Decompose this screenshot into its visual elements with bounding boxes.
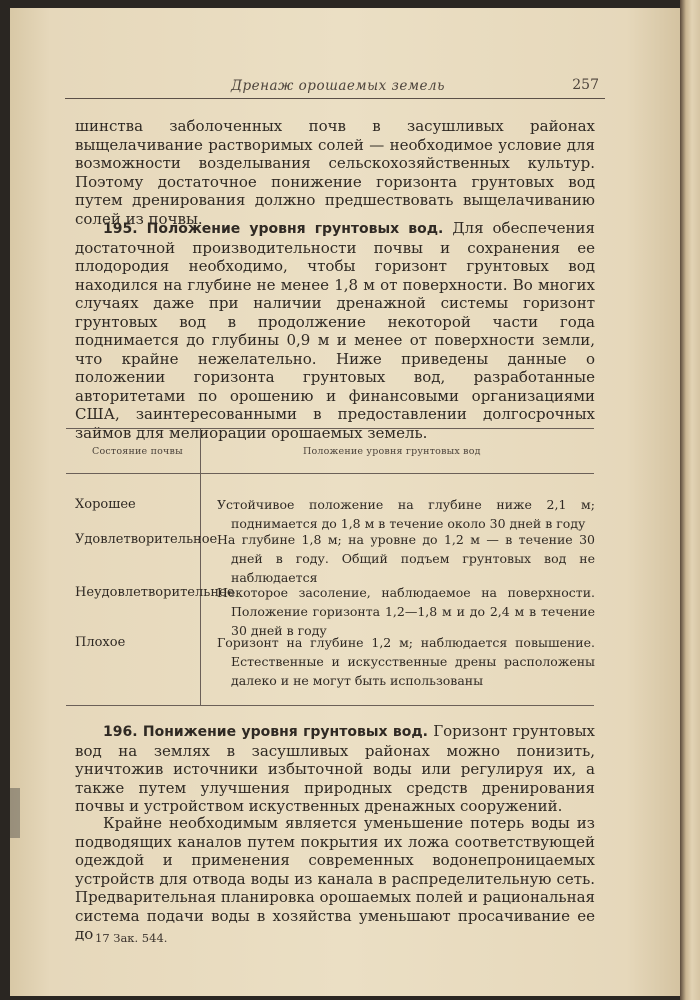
printer-signature: 17 Зак. 544. xyxy=(95,931,168,945)
table-row-description xyxy=(217,530,595,587)
description-line: На глубине 1,8 м; на уровне до 1,2 м — в течение 30 дней в году. Общий подъем грунтовых вод не наблюдается xyxy=(217,532,595,585)
section-196-text: Горизонт грунтовых вод на землях в засушливых районах можно понизить, уничтожив источники избыточной воды или регулируя их, а также путем улучшения природных средств дренирования почвы и устройством искуственных дренажных сооружений. xyxy=(75,722,595,815)
section-196 xyxy=(75,722,595,816)
running-header xyxy=(65,72,605,99)
description-line: Устойчивое положение на глубине ниже 2,1 м; поднимается до 1,8 м в течение около 30 дней в году xyxy=(217,497,595,531)
table-row-condition: Плохое xyxy=(75,635,126,650)
section-195-text: Для обеспечения достаточной производительности почвы и сохранения ее плодородия необходимо, чтобы горизонт грунтовых вод находился на глубине не менее 1,8 м от поверхности. Во многих случаях даже при наличии дренажной системы горизонт грунтовых вод в продолжение некоторой части года поднимается до глубины 0,9 м и менее от поверхности земли, что крайне нежелательно. Ниже приведены данные о положении горизонта грунтовых вод, разработанные авторитетами по орошению и финансовыми организациями США, заинтересованными в предоставлении долгосрочных займов для мелиорации орошаемых земель. xyxy=(75,219,595,442)
table-header-divider xyxy=(200,429,201,473)
table-top-rule xyxy=(66,428,594,429)
table-bottom-rule xyxy=(66,705,594,706)
section-195-heading: 195. Положение уровня грунтовых вод. xyxy=(103,221,444,237)
paragraph-continued: шинства заболоченных почв в засушливых районах выщелачивание растворимых солей — необходимое условие для возможности возделывания сельскохозяйственных культур. Поэтому достаточное понижение горизонта грунтовых вод путем дренирования должно предшествовать выщелачиванию солей из почвы. xyxy=(75,117,595,228)
section-195 xyxy=(75,219,595,442)
table-row-condition: Удовлетворительное xyxy=(75,532,218,547)
table-row-condition: Неудовлетворительное xyxy=(75,585,235,600)
running-title: Дренаж орошаемых земель xyxy=(231,78,445,94)
description-line: Некоторое засоление, наблюдаемое на поверхности. Положение горизонта 1,2—1,8 м и до 2,4 м в течение 30 дней в году xyxy=(217,585,595,638)
scan-mark xyxy=(10,788,20,838)
table-row-condition: Хорошее xyxy=(75,497,136,512)
page-edge xyxy=(680,0,700,1000)
description-line: Горизонт на глубине 1,2 м; наблюдается повышение. Естественные и искусственные дрены расположены далеко и не могут быть использованы xyxy=(217,635,595,688)
table-row-description xyxy=(217,633,595,690)
table-header-condition: Состояние почвы xyxy=(92,446,183,457)
paragraph-reduction: Крайне необходимым является уменьшение потерь воды из подводящих каналов путем покрытия их ложа соответствующей одеждой и применения современных водонепроницаемых устройств для отвода воды из канала в распределительную сеть. Предварительная планировка орошаемых полей и рациональная система подачи воды в хозяйства уменьшают просачивание ее до xyxy=(75,814,595,943)
section-196-heading: 196. Понижение уровня грунтовых вод. xyxy=(103,724,428,740)
table-header-level: Положение уровня грунтовых вод xyxy=(303,446,481,457)
table-header-rule xyxy=(66,473,594,474)
table-row-description xyxy=(217,583,595,640)
page-number: 257 xyxy=(572,77,599,93)
table-row-description xyxy=(217,495,595,533)
